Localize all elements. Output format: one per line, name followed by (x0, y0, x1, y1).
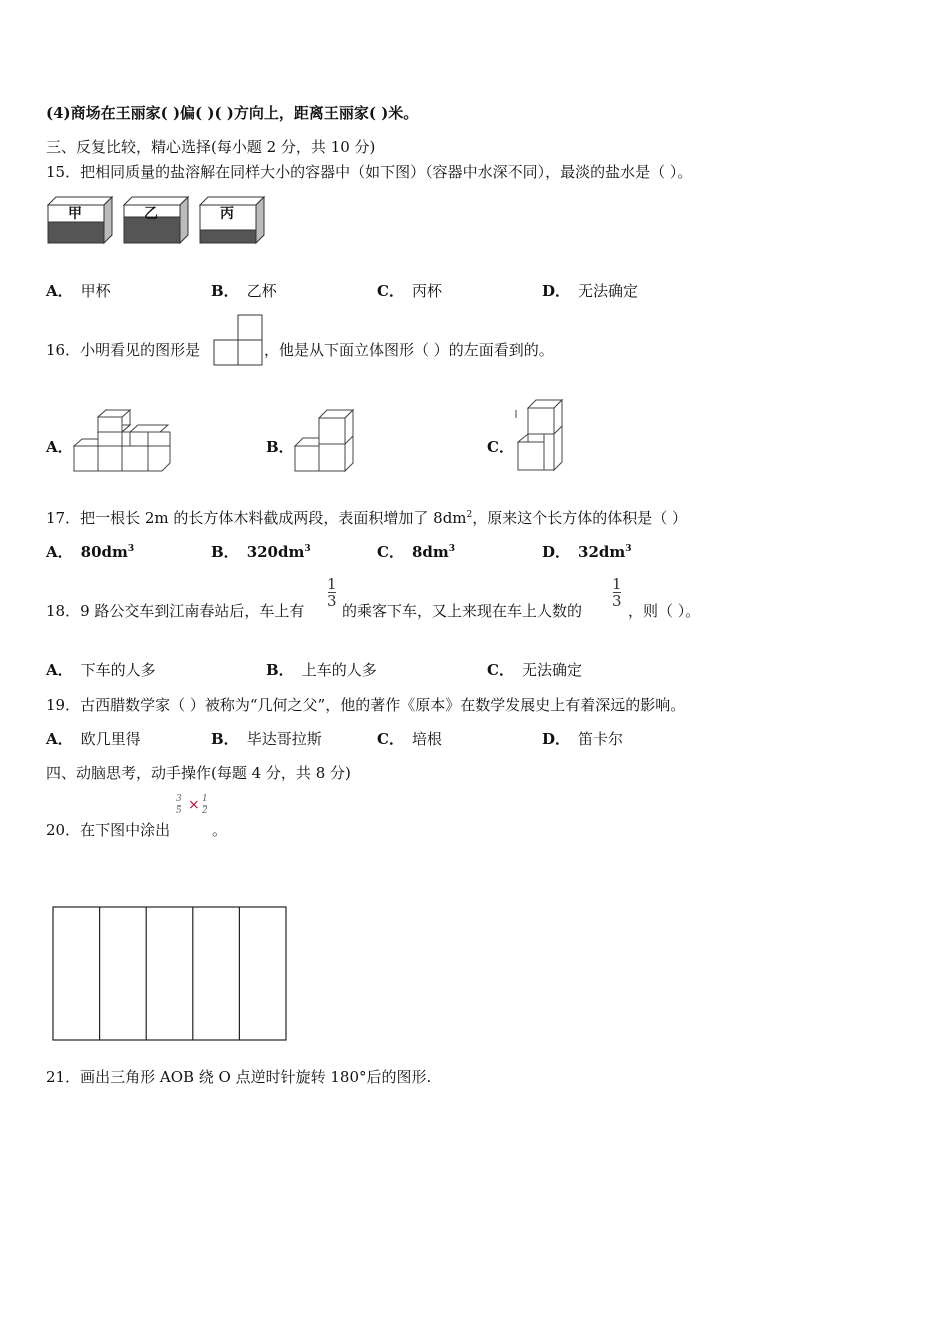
q18-part1: 18．9 路公交车到江南春站后，车上有 (46, 602, 305, 620)
q17-option-d[interactable]: D． $32dm^3$ (542, 543, 632, 561)
q20-text-before: 20．在下图中涂出 (46, 821, 171, 839)
q18-option-c[interactable]: C． 无法确定 (487, 661, 582, 679)
q15-option-a[interactable]: A． 甲杯 (46, 282, 111, 300)
q16-option-c[interactable]: C． (487, 438, 514, 456)
q15-option-c[interactable]: C． 丙杯 (377, 282, 442, 300)
q20-grid-figure[interactable] (52, 906, 288, 1042)
q14-part4: (4)商场在王丽家( )偏( )( )方向上，距离王丽家( )米。 (46, 104, 419, 122)
q15-option-b[interactable]: B． 乙杯 (211, 282, 277, 300)
q19-option-a[interactable]: A． 欧几里得 (46, 730, 141, 748)
q16-option-b[interactable]: B． (266, 438, 294, 456)
section3-heading: 三、反复比较，精心选择(每小题 2 分，共 10 分) (46, 138, 376, 156)
q16-option-a-figure (72, 408, 176, 474)
cup-label-yi: 乙 (144, 206, 158, 222)
q16-text-after: ，他是从下面立体图形（ ）的左面看到的。 (264, 341, 554, 359)
q18-part2: 的乘客下车，又上来现在车上人数的 (342, 602, 583, 620)
q18-fraction-1: 1 3 (327, 575, 337, 610)
cup-label-bing: 丙 (220, 206, 234, 222)
cup-label-jia: 甲 (68, 206, 82, 222)
q21-text: 21．画出三角形 AOB 绕 O 点逆时针旋转 180°后的图形. (46, 1068, 432, 1086)
q19-option-c[interactable]: C． 培根 (377, 730, 442, 748)
q15-option-d[interactable]: D． 无法确定 (542, 282, 639, 300)
q20-text-after: 。 (212, 821, 228, 839)
q17-option-a[interactable]: A． $80dm^3$ (46, 543, 135, 561)
q18-part3: ，则（ ）。 (628, 602, 701, 620)
q16-option-c-figure (514, 398, 568, 476)
q17-text: 17．把一根长 2m 的长方体木料截成两段，表面积增加了 $8dm^2$，原来这个长方体的体积是（ ） (46, 509, 688, 527)
q16-left-view-figure (213, 314, 265, 368)
q18-option-b[interactable]: B． 上车的人多 (266, 661, 377, 679)
q19-text: 19．古西腊数学家（ ）被称为“几何之父”，他的著作《原本》在数学发展史上有着深远的影响。 (46, 696, 686, 714)
q15-text: 15．把相同质量的盐溶解在同样大小的容器中（如下图）（容器中水深不同），最淡的盐水是（ ）。 (46, 163, 693, 181)
q17-option-b[interactable]: B． $320dm^3$ (211, 543, 311, 561)
q18-option-a[interactable]: A． 下车的人多 (46, 661, 156, 679)
section4-heading: 四、动脑思考，动手操作(每题 4 分，共 8 分) (46, 764, 351, 782)
q19-option-d[interactable]: D． 笛卡尔 (542, 730, 624, 748)
q16-option-b-figure (293, 408, 359, 474)
q16-option-a[interactable]: A． (46, 438, 73, 456)
q19-option-b[interactable]: B． 毕达哥拉斯 (211, 730, 322, 748)
q18-fraction-2: 1 3 (612, 575, 622, 610)
q17-option-c[interactable]: C． $8dm^3$ (377, 543, 456, 561)
q20-fraction-1: 3 5 (176, 794, 182, 816)
q16-text-before: 16．小明看见的图形是 (46, 341, 201, 359)
q20-times-sign: × (188, 797, 200, 813)
q20-fraction-2: 1 2 (202, 794, 208, 816)
